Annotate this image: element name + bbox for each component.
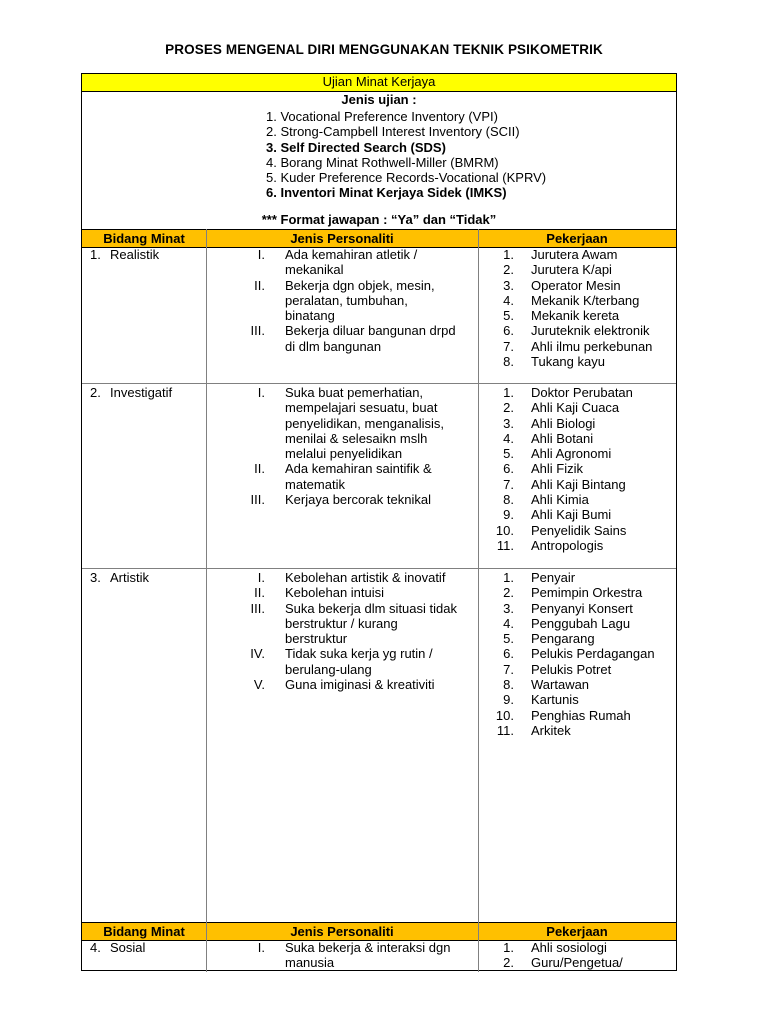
job-item: 8. Tukang kayu xyxy=(503,354,605,370)
traits-list xyxy=(230,570,458,692)
job-item: 2. Ahli Kaji Cuaca xyxy=(503,400,620,416)
trait-item: I. Kebolehan artistik & inovatif xyxy=(257,570,446,585)
row-realistik-name xyxy=(90,247,159,262)
header-jenis-personaliti: Jenis Personaliti xyxy=(290,924,394,939)
row-number: 1. xyxy=(90,247,101,262)
interest-table xyxy=(81,73,677,971)
job-item: 5. Ahli Agronomi xyxy=(503,446,612,462)
job-item: 11. Antropologis xyxy=(496,537,604,553)
jobs-list xyxy=(478,570,655,738)
trait-item: III. Suka bekerja dlm situasi tidak berstruktur / kurang berstruktur xyxy=(250,600,457,647)
job-item: 1. Penyair xyxy=(503,570,576,585)
section-banner: Ujian Minat Kerjaya xyxy=(82,74,676,92)
test-types-block xyxy=(82,92,676,229)
jobs-list xyxy=(478,385,633,553)
interest-field: Sosial xyxy=(110,940,146,955)
page-title: PROSES MENGENAL DIRI MENGGUNAKAN TEKNIK PSIKOMETRIK xyxy=(165,42,603,57)
row-investigatif-name xyxy=(90,385,172,400)
column-divider xyxy=(206,922,207,972)
job-item: 1. Jurutera Awam xyxy=(503,247,618,262)
answer-format: *** Format jawapan : “Ya” dan “Tidak” xyxy=(261,212,497,227)
traits-list xyxy=(230,247,458,354)
test-types-heading: Jenis ujian : xyxy=(341,92,417,107)
trait-item: II. Ada kemahiran saintifik & matematik xyxy=(254,461,432,492)
jobs-list xyxy=(478,247,652,369)
job-item: 7. Ahli Kaji Bintang xyxy=(503,476,626,492)
interest-field: Artistik xyxy=(110,570,149,585)
job-item: 1. Doktor Perubatan xyxy=(503,385,633,400)
job-item: 3. Operator Mesin xyxy=(503,277,621,293)
row-number: 4. xyxy=(90,940,101,955)
row-sosial-name xyxy=(90,940,145,955)
job-item: 3. Ahli Biologi xyxy=(503,415,596,431)
job-item: 6. Ahli Fizik xyxy=(503,461,584,477)
trait-item: II. Bekerja dgn objek, mesin, peralatan, tumbuhan, binatang xyxy=(254,277,435,324)
trait-item: V. Guna imiginasi & kreativiti xyxy=(253,677,435,693)
job-item: 11. Arkitek xyxy=(496,722,571,738)
job-item: 10. Penyelidik Sains xyxy=(495,522,627,538)
header-bidang-minat: Bidang Minat xyxy=(103,924,185,939)
test-item: 5. Kuder Preference Records-Vocational (KPRV) xyxy=(266,170,547,186)
test-item: 6. Inventori Minat Kerjaya Sidek (IMKS) xyxy=(266,185,507,201)
trait-item: I. Ada kemahiran atletik / mekanikal xyxy=(257,247,418,278)
job-item: 9. Ahli Kaji Bumi xyxy=(503,507,612,523)
job-item: 8. Wartawan xyxy=(503,677,590,693)
job-item: 8. Ahli Kimia xyxy=(503,492,589,508)
trait-item: III. Kerjaya bercorak teknikal xyxy=(250,492,431,508)
job-item: 1. Ahli sosiologi xyxy=(503,940,607,955)
job-item: 6. Pelukis Perdagangan xyxy=(503,646,655,662)
job-item: 7. Pelukis Potret xyxy=(503,661,612,677)
column-divider xyxy=(206,229,207,923)
row-number: 2. xyxy=(90,385,101,400)
job-item: 4. Mekanik K/terbang xyxy=(503,292,640,308)
jobs-list xyxy=(478,940,623,971)
trait-item: III. Bekerja diluar bangunan drpd di dlm bangunan xyxy=(250,323,456,354)
job-item: 6. Juruteknik elektronik xyxy=(503,323,650,339)
header-pekerjaan: Pekerjaan xyxy=(546,231,608,246)
traits-list xyxy=(230,940,458,971)
header-jenis-personaliti: Jenis Personaliti xyxy=(290,231,394,246)
row-divider xyxy=(82,568,676,569)
job-item: 10. Penghias Rumah xyxy=(495,707,631,723)
table-header-repeat xyxy=(82,922,676,941)
row-number: 3. xyxy=(90,570,101,585)
interest-field: Realistik xyxy=(110,247,160,262)
job-item: 3. Penyanyi Konsert xyxy=(503,600,633,616)
trait-item: IV. Tidak suka kerja yg rutin / berulang-ulang xyxy=(250,646,433,677)
job-item: 2. Jurutera K/api xyxy=(503,262,612,278)
trait-item: II. Kebolehan intuisi xyxy=(254,585,385,601)
table-header xyxy=(82,229,676,248)
row-divider xyxy=(82,383,676,384)
row-artistik-name xyxy=(90,570,149,585)
test-item: 3. Self Directed Search (SDS) xyxy=(266,139,446,155)
job-item: 2. Guru/Pengetua/ xyxy=(503,955,623,971)
header-bidang-minat: Bidang Minat xyxy=(103,231,185,246)
header-pekerjaan: Pekerjaan xyxy=(546,924,608,939)
job-item: 9. Kartunis xyxy=(503,692,579,708)
trait-item: I. Suka buat pemerhatian, mempelajari sesuatu, buat penyelidikan, menganalisis, menilai & selesaikn mslh melalui penyelidikan xyxy=(257,385,444,462)
trait-item: I. Suka bekerja & interaksi dgn manusia xyxy=(257,940,451,971)
job-item: 2. Pemimpin Orkestra xyxy=(503,585,643,601)
traits-list xyxy=(230,385,458,507)
job-item: 5. Mekanik kereta xyxy=(503,308,620,324)
job-item: 4. Ahli Botani xyxy=(503,430,594,446)
test-item: 1. Vocational Preference Inventory (VPI) xyxy=(266,109,498,124)
job-item: 4. Penggubah Lagu xyxy=(503,615,631,631)
test-item: 2. Strong-Campbell Interest Inventory (SCII) xyxy=(266,124,520,140)
interest-field: Investigatif xyxy=(110,385,173,400)
test-item: 4. Borang Minat Rothwell-Miller (BMRM) xyxy=(266,154,499,170)
job-item: 7. Ahli ilmu perkebunan xyxy=(503,338,653,354)
test-list xyxy=(266,109,546,201)
job-item: 5. Pengarang xyxy=(503,631,595,647)
